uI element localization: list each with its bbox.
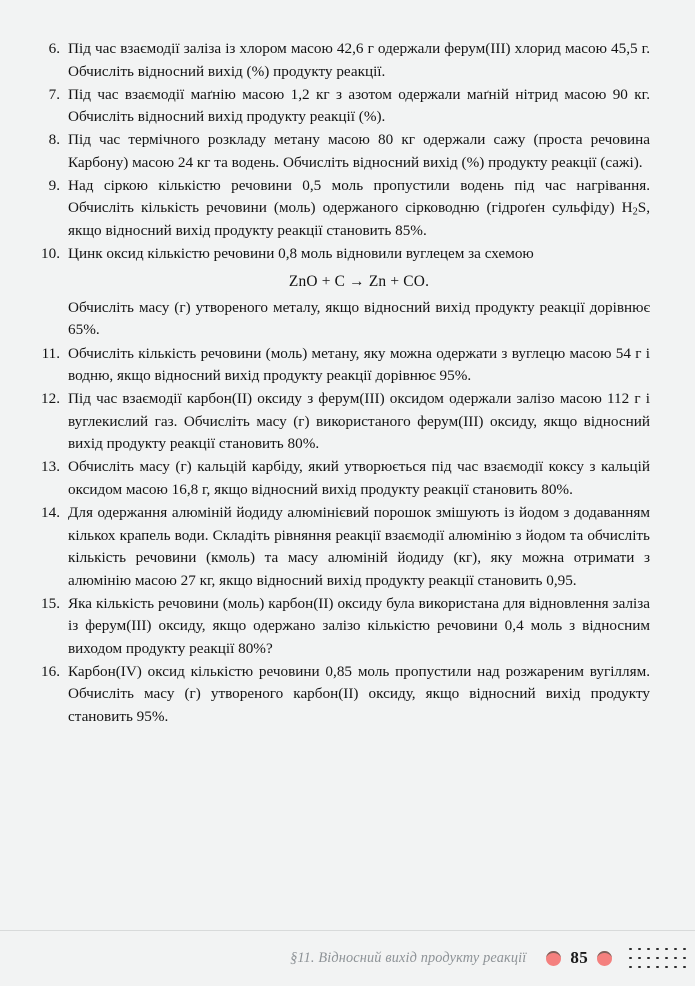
exercise-text: Обчисліть масу (г) кальцій карбіду, який утворюється під час взаємодії коксу з кальцій оксидом масою 16,8 г, якщо відносний вихід продукту реакції становить 80%. [68,458,650,498]
exercise-item-16 [30,661,650,729]
dot-grid-decoration [626,945,689,972]
exercise-number: 11. [41,344,60,362]
grid-dot [665,966,668,969]
footer-content [0,936,695,980]
grid-dot [674,948,677,951]
grid-dot [638,957,641,960]
exercise-item-11 [30,343,650,388]
grid-dot [665,957,668,960]
grid-dot [629,966,632,969]
chemical-equation: ZnO + C → Zn + CO. [288,272,430,290]
exercise-continuation: Обчисліть масу (г) утвореного металу, якщо відносний вихід продукту реакції дорівнює 65%. [68,298,650,339]
footer-divider [0,930,695,931]
exercise-list [30,38,650,729]
footer-section-title: §11. Відносний вихід продукту реакції [290,949,527,966]
exercise-item-6 [30,38,650,83]
exercise-text: Під час взаємодії маґнію масою 1,2 кг з азотом одержали маґній нітрид масою 90 кг. Обчисліть відносний вихід продукту реакції (%). [68,85,650,126]
grid-dot [665,948,668,951]
grid-dot [674,966,677,969]
exercise-item-7 [30,84,650,129]
exercise-number: 10. [41,245,60,263]
grid-dot [656,957,659,960]
exercise-text [68,175,650,243]
grid-dot [674,957,677,960]
exercise-number: 7. [48,85,60,103]
exercise-item-9 [30,175,650,243]
grid-dot [629,948,632,951]
grid-dot [629,957,632,960]
exercise-text: Під час взаємодії карбон(II) оксиду з ферум(III) оксидом одержали залізо масою 112 г і вуглекислий газ. Обчисліть масу (г) використаного ферум(III) оксиду, якщо відносний вихід продукту реакції становить 80%. [68,390,650,453]
grid-dot [683,957,686,960]
exercise-number: 16. [41,662,60,680]
exercise-number: 8. [48,131,60,149]
exercise-item-14 [30,502,650,592]
grid-dot [647,957,650,960]
exercise-text: Цинк оксид кількістю речовини 0,8 моль відновили вуглецем за схемою [68,245,534,263]
exercise-number: 6. [48,40,60,57]
exercise-number: 12. [41,390,60,408]
grid-dot [638,948,641,951]
exercise-item-10 [30,243,650,342]
page-number: 85 [570,948,588,967]
exercise-text-part-2: S, якщо відносний вихід продукту реакції становить 85%. [68,199,650,240]
decorative-dot-right-icon [597,951,612,966]
exercise-item-13 [30,456,650,501]
exercises-content [30,38,650,729]
grid-dot [656,966,659,969]
exercise-number: 13. [41,458,60,476]
exercise-text: Під час термічного розкладу метану масою 80 кг одержали сажу (проста речовина Карбону) масою 24 кг та водень. Обчисліть відносний вихід (%) продукту реакції (сажі). [68,131,650,171]
decorative-dot-left-icon [546,951,561,966]
exercise-text: Карбон(IV) оксид кількістю речовини 0,85 моль пропустили над розжареним вугіллям. Обчисліть масу (г) утвореного карбон(II) оксиду, якщо відносний вихід продукту становить 95%. [68,662,650,725]
exercise-text: Під час взаємодії заліза із хлором масою 42,6 г одержали ферум(III) хлорид масою 45,5 г. Обчисліть відносний вихід (%) продукту реакції. [68,40,650,80]
exercise-number: 9. [48,176,60,194]
page-footer [0,930,695,986]
exercise-number: 14. [41,503,60,521]
exercise-item-12 [30,388,650,456]
exercise-text-part-1: Над сіркою кількістю речовини 0,5 моль пропустили водень під час нагрівання. Обчисліть кількість речовини (моль) одержаного сірководню (гідроґен сульфіду) H [68,176,650,217]
grid-dot [647,948,650,951]
exercise-item-8 [30,129,650,174]
hydrogen-sulfide-subscript: 2 [632,206,638,218]
exercise-text: Яка кількість речовини (моль) карбон(II) оксиду була використана для відновлення заліза із ферум(III) оксиду, якщо одержано залізо кількістю речовини 0,4 моль з відносним виходом продукту реакції 80%? [68,594,650,657]
grid-dot [656,948,659,951]
exercise-text: Обчисліть кількість речовини (моль) метану, яку можна одержати з вуглецю масою 54 г і водню, якщо відносний вихід продукту реакції дорівнює 95%. [68,344,650,385]
grid-dot [647,966,650,969]
exercise-item-15 [30,593,650,661]
grid-dot [683,948,686,951]
grid-dot [638,966,641,969]
grid-dot [683,966,686,969]
exercise-text: Для одержання алюміній йодиду алюмінієвий порошок змішують із йодом з додаванням кількох крапель води. Складіть рівняння реакції взаємодії алюмінію з йодом та обчисліть кількість речовини (кмоль) та масу алюміній йодиду (кг), яку можна отримати з алюмінію масою 27 кг, якщо відносний вихід продукту реакції становить 0,95. [68,503,650,589]
exercise-number: 15. [41,594,60,612]
